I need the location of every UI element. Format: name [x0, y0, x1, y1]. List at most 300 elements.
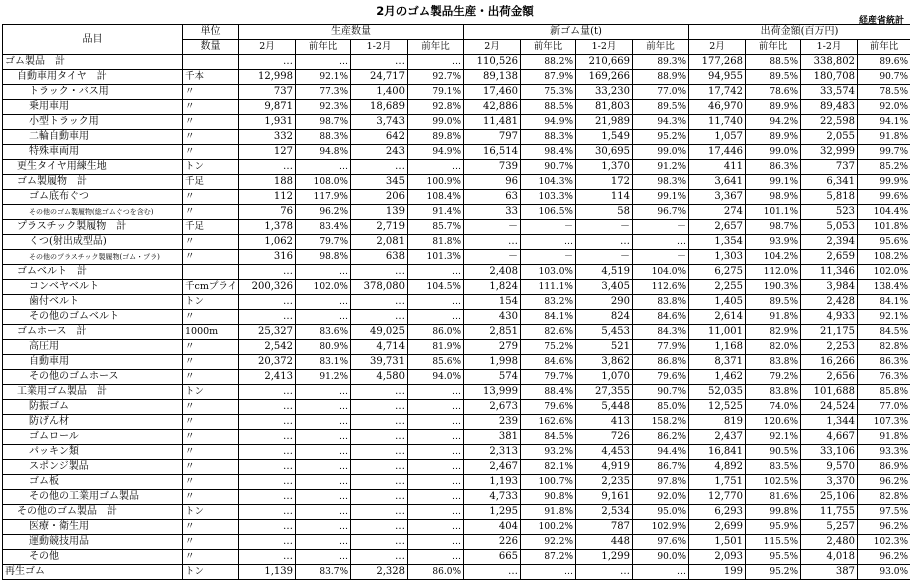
row-unit: 〃 — [183, 490, 239, 505]
yoy-cell: 87.2% — [521, 550, 576, 565]
group-header-production: 生産数量 — [239, 25, 464, 40]
yoy-cell: 83.6% — [296, 325, 351, 340]
value-cell: 33,574 — [801, 85, 858, 100]
value-cell: 3,367 — [689, 190, 746, 205]
yoy-cell: 104.0% — [633, 265, 689, 280]
value-cell: 1,139 — [239, 565, 296, 580]
table-row — [3, 55, 910, 70]
yoy-cell: 162.6% — [521, 415, 576, 430]
yoy-cell: 94.9% — [408, 145, 464, 160]
value-cell: 114 — [576, 190, 633, 205]
value-cell: … — [239, 400, 296, 415]
yoy-cell: 99.9% — [858, 175, 910, 190]
value-cell: 2,313 — [464, 445, 521, 460]
value-cell: 33,106 — [801, 445, 858, 460]
value-cell: 4,018 — [801, 550, 858, 565]
yoy-cell: 88.9% — [633, 70, 689, 85]
col-header-yoy: 前年比 — [858, 40, 910, 55]
table-row — [3, 220, 910, 235]
row-unit: 〃 — [183, 340, 239, 355]
yoy-cell: 92.8% — [408, 100, 464, 115]
value-cell: 32,999 — [801, 145, 858, 160]
value-cell: 2,542 — [239, 340, 296, 355]
value-cell: 46,970 — [689, 100, 746, 115]
col-header-month: 2月 — [464, 40, 521, 55]
table-row — [3, 445, 910, 460]
yoy-cell: 82.8% — [858, 490, 910, 505]
yoy-cell: 96.2% — [858, 475, 910, 490]
value-cell: 8,371 — [689, 355, 746, 370]
yoy-cell: 75.3% — [521, 85, 576, 100]
row-label: ゴム板 — [3, 475, 183, 490]
value-cell: 210,669 — [576, 55, 633, 70]
table-row — [3, 310, 910, 325]
yoy-cell: 77.0% — [858, 400, 910, 415]
yoy-cell: 85.0% — [633, 400, 689, 415]
row-unit: 千足 — [183, 220, 239, 235]
yoy-cell: 85.6% — [408, 355, 464, 370]
table-row — [3, 400, 910, 415]
value-cell: 2,253 — [801, 340, 858, 355]
row-label: その他のゴムホース — [3, 370, 183, 385]
value-cell: 2,719 — [351, 220, 408, 235]
yoy-cell: … — [296, 475, 351, 490]
value-cell: 177,268 — [689, 55, 746, 70]
yoy-cell: 98.9% — [746, 190, 801, 205]
yoy-cell: 96.2% — [858, 520, 910, 535]
yoy-cell: 77.3% — [296, 85, 351, 100]
value-cell: … — [239, 430, 296, 445]
table-row — [3, 70, 910, 85]
value-cell: 2,614 — [689, 310, 746, 325]
yoy-cell: … — [408, 460, 464, 475]
yoy-cell: 90.7% — [858, 70, 910, 85]
col-header-yoy: 前年比 — [521, 40, 576, 55]
row-label: 工業用ゴム製品 計 — [3, 385, 183, 400]
value-cell: 279 — [464, 340, 521, 355]
value-cell: … — [351, 295, 408, 310]
yoy-cell: 94.1% — [858, 115, 910, 130]
yoy-cell: 91.8% — [858, 130, 910, 145]
yoy-cell: … — [408, 415, 464, 430]
row-label: ゴム製履物 計 — [3, 175, 183, 190]
value-cell: 5,453 — [576, 325, 633, 340]
value-cell: 112 — [239, 190, 296, 205]
yoy-cell: 81.6% — [746, 490, 801, 505]
row-unit: 〃 — [183, 535, 239, 550]
value-cell: 1,751 — [689, 475, 746, 490]
yoy-cell: … — [408, 505, 464, 520]
yoy-cell: 101.3% — [408, 250, 464, 265]
row-label: 乗用車用 — [3, 100, 183, 115]
value-cell: 22,598 — [801, 115, 858, 130]
value-cell: － — [576, 250, 633, 265]
value-cell: … — [576, 565, 633, 580]
yoy-cell: 103.3% — [521, 190, 576, 205]
yoy-cell: 89.8% — [408, 130, 464, 145]
row-unit: 〃 — [183, 190, 239, 205]
yoy-cell: 83.8% — [746, 355, 801, 370]
yoy-cell: 91.8% — [858, 430, 910, 445]
row-unit: 〃 — [183, 355, 239, 370]
row-unit: 〃 — [183, 475, 239, 490]
value-cell: … — [351, 520, 408, 535]
row-unit: 1000m — [183, 325, 239, 340]
value-cell: … — [351, 400, 408, 415]
value-cell: 387 — [801, 565, 858, 580]
value-cell: 1,400 — [351, 85, 408, 100]
yoy-cell: 78.6% — [746, 85, 801, 100]
yoy-cell: 84.5% — [521, 430, 576, 445]
value-cell: … — [351, 460, 408, 475]
yoy-cell: 91.2% — [633, 160, 689, 175]
value-cell: 89,138 — [464, 70, 521, 85]
yoy-cell: 86.3% — [858, 355, 910, 370]
yoy-cell: 98.8% — [296, 250, 351, 265]
yoy-cell: 98.4% — [521, 145, 576, 160]
value-cell: 2,081 — [351, 235, 408, 250]
row-unit: 〃 — [183, 235, 239, 250]
value-cell: 2,428 — [801, 295, 858, 310]
value-cell: … — [239, 445, 296, 460]
yoy-cell: 83.8% — [746, 385, 801, 400]
yoy-cell: 80.9% — [296, 340, 351, 355]
value-cell: 2,851 — [464, 325, 521, 340]
yoy-cell: 83.5% — [746, 460, 801, 475]
value-cell: 89,483 — [801, 100, 858, 115]
yoy-cell: 81.9% — [408, 340, 464, 355]
row-label: 小型トラック用 — [3, 115, 183, 130]
value-cell: 11,740 — [689, 115, 746, 130]
yoy-cell: 96.7% — [633, 205, 689, 220]
row-label: くつ(射出成型品) — [3, 235, 183, 250]
value-cell: 3,743 — [351, 115, 408, 130]
value-cell: 1,057 — [689, 130, 746, 145]
yoy-cell: 95.5% — [746, 550, 801, 565]
yoy-cell: 97.8% — [633, 475, 689, 490]
yoy-cell: 99.0% — [633, 145, 689, 160]
value-cell: … — [351, 490, 408, 505]
group-header-shipment: 出荷金額(百万円) — [689, 25, 910, 40]
yoy-cell: 97.5% — [858, 505, 910, 520]
row-label: その他 — [3, 550, 183, 565]
value-cell: 63 — [464, 190, 521, 205]
col-header-yoy: 前年比 — [408, 40, 464, 55]
value-cell: 6,341 — [801, 175, 858, 190]
value-cell: 290 — [576, 295, 633, 310]
value-cell: 49,025 — [351, 325, 408, 340]
yoy-cell: 82.6% — [521, 325, 576, 340]
yoy-cell: 94.0% — [408, 370, 464, 385]
row-label: その他のプラスチック製履物(ゴム・プラ) — [3, 250, 183, 265]
yoy-cell: … — [408, 475, 464, 490]
value-cell: 172 — [576, 175, 633, 190]
yoy-cell: 84.1% — [858, 295, 910, 310]
yoy-cell: 91.4% — [408, 205, 464, 220]
table-row — [3, 115, 910, 130]
value-cell: 448 — [576, 535, 633, 550]
value-cell: 378,080 — [351, 280, 408, 295]
yoy-cell: 78.5% — [858, 85, 910, 100]
value-cell: － — [464, 250, 521, 265]
value-cell: 5,448 — [576, 400, 633, 415]
value-cell: 381 — [464, 430, 521, 445]
yoy-cell: 98.3% — [633, 175, 689, 190]
value-cell: 16,841 — [689, 445, 746, 460]
value-cell: 12,998 — [239, 70, 296, 85]
value-cell: 1,549 — [576, 130, 633, 145]
value-cell: 110,526 — [464, 55, 521, 70]
yoy-cell: 86.8% — [633, 355, 689, 370]
value-cell: 33,230 — [576, 85, 633, 100]
value-cell: … — [239, 55, 296, 70]
value-cell: 332 — [239, 130, 296, 145]
value-cell: 180,708 — [801, 70, 858, 85]
value-cell: … — [351, 55, 408, 70]
yoy-cell: 84.6% — [521, 355, 576, 370]
yoy-cell: 87.9% — [521, 70, 576, 85]
yoy-cell: 94.2% — [746, 115, 801, 130]
value-cell: 9,871 — [239, 100, 296, 115]
value-cell: 18,689 — [351, 100, 408, 115]
value-cell: 345 — [351, 175, 408, 190]
value-cell: 199 — [689, 565, 746, 580]
yoy-cell: … — [296, 385, 351, 400]
value-cell: 39,731 — [351, 355, 408, 370]
value-cell: 2,408 — [464, 265, 521, 280]
yoy-cell: 90.7% — [521, 160, 576, 175]
row-unit: 〃 — [183, 415, 239, 430]
yoy-cell: 85.7% — [408, 220, 464, 235]
value-cell: 4,733 — [464, 490, 521, 505]
yoy-cell: 89.6% — [858, 55, 910, 70]
value-cell: 76 — [239, 205, 296, 220]
yoy-cell: 89.9% — [746, 130, 801, 145]
row-label: ゴム製品 計 — [3, 55, 183, 70]
yoy-cell: 96.2% — [858, 550, 910, 565]
yoy-cell: 83.7% — [296, 565, 351, 580]
value-cell: 638 — [351, 250, 408, 265]
yoy-cell: 88.2% — [521, 55, 576, 70]
table-row — [3, 460, 910, 475]
value-cell: 24,524 — [801, 400, 858, 415]
yoy-cell: 158.2% — [633, 415, 689, 430]
yoy-cell: 83.1% — [296, 355, 351, 370]
row-unit: トン — [183, 505, 239, 520]
value-cell: 4,933 — [801, 310, 858, 325]
yoy-cell: 79.7% — [521, 370, 576, 385]
yoy-cell: 86.2% — [633, 430, 689, 445]
value-cell: 1,405 — [689, 295, 746, 310]
row-unit: 〃 — [183, 550, 239, 565]
group-header-rubber: 新ゴム量(t) — [464, 25, 689, 40]
yoy-cell: 88.3% — [296, 130, 351, 145]
value-cell: 824 — [576, 310, 633, 325]
yoy-cell: 94.4% — [633, 445, 689, 460]
yoy-cell: 74.0% — [746, 400, 801, 415]
value-cell: 5,053 — [801, 220, 858, 235]
value-cell: 787 — [576, 520, 633, 535]
value-cell: 101,688 — [801, 385, 858, 400]
yoy-cell: － — [521, 220, 576, 235]
value-cell: 1,299 — [576, 550, 633, 565]
value-cell: … — [464, 565, 521, 580]
table-row — [3, 205, 910, 220]
value-cell: 16,514 — [464, 145, 521, 160]
value-cell: 139 — [351, 205, 408, 220]
row-label: パッキン類 — [3, 445, 183, 460]
value-cell: 42,886 — [464, 100, 521, 115]
value-cell: 4,519 — [576, 265, 633, 280]
yoy-cell: 99.0% — [746, 145, 801, 160]
yoy-cell: … — [296, 520, 351, 535]
table-row — [3, 430, 910, 445]
yoy-cell: 95.9% — [746, 520, 801, 535]
value-cell: 5,818 — [801, 190, 858, 205]
value-cell: 3,984 — [801, 280, 858, 295]
yoy-cell: 138.4% — [858, 280, 910, 295]
value-cell: 2,699 — [689, 520, 746, 535]
row-label: プラスチック製履物 計 — [3, 220, 183, 235]
yoy-cell: 120.6% — [746, 415, 801, 430]
yoy-cell: 101.8% — [858, 220, 910, 235]
row-label: ゴムホース 計 — [3, 325, 183, 340]
yoy-cell: 107.3% — [858, 415, 910, 430]
yoy-cell: … — [408, 295, 464, 310]
yoy-cell: 91.8% — [521, 505, 576, 520]
yoy-cell: … — [296, 460, 351, 475]
table-row — [3, 280, 910, 295]
value-cell: 1,303 — [689, 250, 746, 265]
col-header-yoy: 前年比 — [746, 40, 801, 55]
yoy-cell: 95.2% — [633, 130, 689, 145]
value-cell: 239 — [464, 415, 521, 430]
yoy-cell: … — [296, 55, 351, 70]
value-cell: 11,001 — [689, 325, 746, 340]
yoy-cell: 102.0% — [858, 265, 910, 280]
value-cell: 521 — [576, 340, 633, 355]
yoy-cell: 111.1% — [521, 280, 576, 295]
yoy-cell: 89.3% — [633, 55, 689, 70]
row-unit: 〃 — [183, 310, 239, 325]
value-cell: 3,641 — [689, 175, 746, 190]
yoy-cell: 112.0% — [746, 265, 801, 280]
yoy-cell: … — [633, 565, 689, 580]
table-row — [3, 520, 910, 535]
yoy-cell: … — [408, 520, 464, 535]
yoy-cell: … — [408, 400, 464, 415]
yoy-cell: 108.4% — [408, 190, 464, 205]
yoy-cell: 104.4% — [858, 205, 910, 220]
yoy-cell: 77.9% — [633, 340, 689, 355]
yoy-cell: … — [408, 490, 464, 505]
value-cell: 1,344 — [801, 415, 858, 430]
yoy-cell: 94.9% — [521, 115, 576, 130]
value-cell: 12,525 — [689, 400, 746, 415]
table-row — [3, 340, 910, 355]
yoy-cell: 85.8% — [858, 385, 910, 400]
value-cell: 17,460 — [464, 85, 521, 100]
value-cell: 24,717 — [351, 70, 408, 85]
yoy-cell: … — [296, 505, 351, 520]
yoy-cell: 79.1% — [408, 85, 464, 100]
value-cell: … — [239, 460, 296, 475]
value-cell: … — [239, 265, 296, 280]
row-label: 自動車用 — [3, 355, 183, 370]
yoy-cell: … — [408, 265, 464, 280]
yoy-cell: … — [408, 550, 464, 565]
value-cell: － — [464, 220, 521, 235]
yoy-cell: 94.3% — [633, 115, 689, 130]
value-cell: 3,405 — [576, 280, 633, 295]
yoy-cell: … — [521, 565, 576, 580]
table-body — [3, 55, 910, 580]
value-cell: 20,372 — [239, 355, 296, 370]
yoy-cell: … — [296, 265, 351, 280]
yoy-cell: 86.9% — [858, 460, 910, 475]
table-row — [3, 295, 910, 310]
value-cell: 52,035 — [689, 385, 746, 400]
yoy-cell: 88.3% — [521, 130, 576, 145]
value-cell: 1,354 — [689, 235, 746, 250]
table-row — [3, 355, 910, 370]
yoy-cell: … — [521, 235, 576, 250]
value-cell: 797 — [464, 130, 521, 145]
row-unit: 〃 — [183, 430, 239, 445]
yoy-cell: 100.9% — [408, 175, 464, 190]
value-cell: 1,193 — [464, 475, 521, 490]
yoy-cell: 79.2% — [746, 370, 801, 385]
yoy-cell: 92.7% — [408, 70, 464, 85]
yoy-cell: 100.7% — [521, 475, 576, 490]
row-unit: 千cmプライ — [183, 280, 239, 295]
row-unit: 千本 — [183, 70, 239, 85]
yoy-cell: 88.5% — [746, 55, 801, 70]
value-cell: 4,714 — [351, 340, 408, 355]
yoy-cell: 93.3% — [858, 445, 910, 460]
value-cell: … — [351, 385, 408, 400]
col-header-month: 2月 — [689, 40, 746, 55]
value-cell: 12,770 — [689, 490, 746, 505]
value-cell: 11,755 — [801, 505, 858, 520]
value-cell: 226 — [464, 535, 521, 550]
value-cell: 58 — [576, 205, 633, 220]
yoy-cell: 104.2% — [746, 250, 801, 265]
yoy-cell: 88.4% — [521, 385, 576, 400]
row-label: 再生ゴム — [3, 565, 183, 580]
value-cell: 1,824 — [464, 280, 521, 295]
yoy-cell: 91.8% — [746, 310, 801, 325]
value-cell: 127 — [239, 145, 296, 160]
table-row — [3, 385, 910, 400]
row-label: 医療・衛生用 — [3, 520, 183, 535]
yoy-cell: … — [296, 490, 351, 505]
yoy-cell: … — [296, 445, 351, 460]
table-row — [3, 160, 910, 175]
yoy-cell: － — [633, 220, 689, 235]
yoy-cell: 100.2% — [521, 520, 576, 535]
value-cell: 2,328 — [351, 565, 408, 580]
yoy-cell: 86.0% — [408, 325, 464, 340]
yoy-cell: 79.7% — [296, 235, 351, 250]
yoy-cell: 102.3% — [858, 535, 910, 550]
value-cell: … — [351, 505, 408, 520]
unit-subheader: 数量 — [183, 40, 239, 55]
value-cell: … — [239, 310, 296, 325]
row-unit: トン — [183, 565, 239, 580]
row-unit: トン — [183, 160, 239, 175]
yoy-cell: 92.1% — [746, 430, 801, 445]
